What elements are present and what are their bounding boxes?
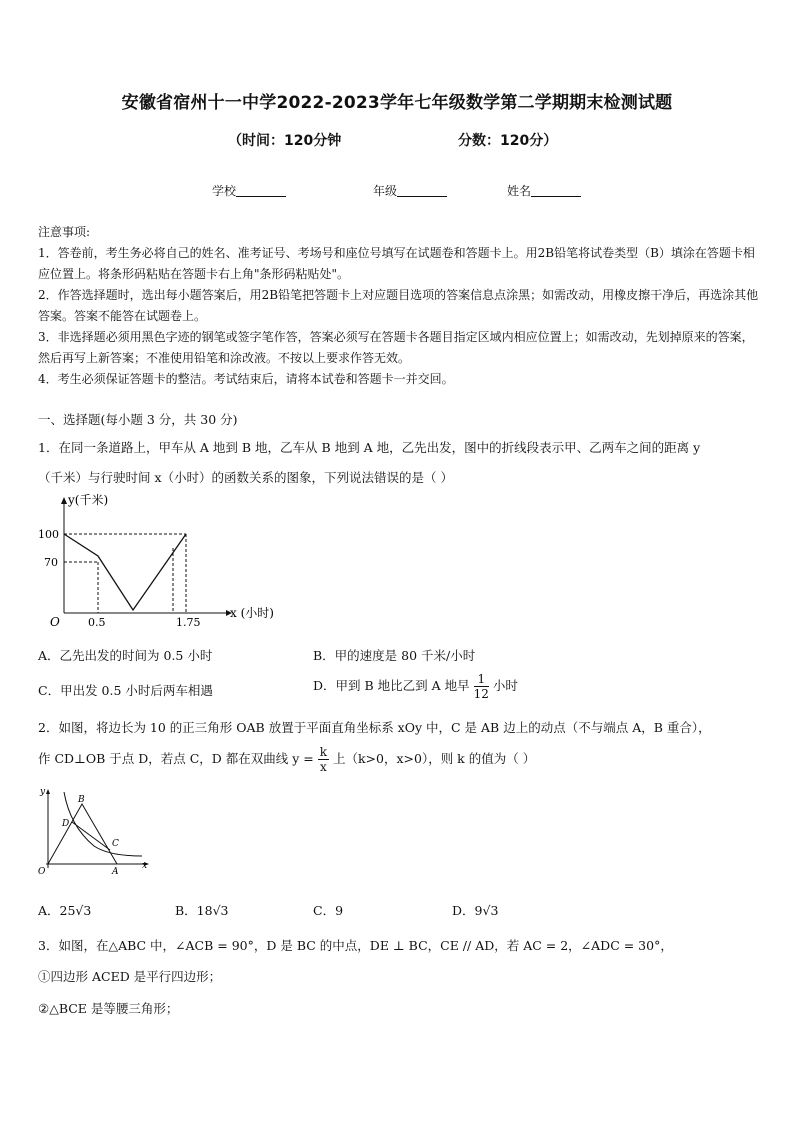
fig-label-c: C (112, 839, 119, 849)
school-blank (236, 184, 286, 197)
q2-option-a: A．25√3 (38, 903, 92, 918)
q2-fraction-denominator: x (319, 760, 327, 774)
q2-fraction (318, 745, 329, 774)
note-item-1: 1．答卷前，考生务必将自己的姓名、准考证号、考场号和座位号填写在试题卷和答题卡上。用2B铅笔将试卷类型（B）填涂在答题卡相应位置上。将条形码粘贴在答题卡右上角"条形码粘贴处"。 (38, 246, 755, 281)
x-axis-label: x (小时) (230, 606, 274, 620)
q2-line-1: 2．如图，将边长为 10 的正三角形 OAB 放置于平面直角坐标系 xOy 中，C 是 AB 边上的动点（不与端点 A，B 重合）， (38, 720, 711, 735)
y-axis-label: y(千米) (68, 493, 109, 507)
q1-option-d-suffix: 小时 (492, 678, 518, 693)
name-label: 姓名 (507, 184, 532, 198)
fraction-numerator: 1 (474, 672, 489, 687)
q1-option-c: C．甲出发 0.5 小时后两车相遇 (38, 683, 213, 698)
x-tick-175: 1.75 (176, 616, 201, 629)
x-tick-05: 0.5 (88, 616, 106, 629)
q2-figure (34, 786, 154, 886)
page-title: 安徽省宿州十一中学2022-2023学年七年级数学第二学期期末检测试题 (121, 93, 673, 113)
name-blank (531, 184, 581, 197)
origin-label: O (50, 615, 60, 629)
grade-label: 年级 (373, 184, 398, 198)
q2-line-2-prefix: 作 CD⊥OB 于点 D，若点 C，D 都在双曲线 y = (38, 751, 314, 766)
y-tick-70: 70 (44, 556, 58, 569)
q1-option-d-fraction (474, 672, 489, 701)
distance-polyline (64, 534, 186, 610)
hyperbola-curve (64, 792, 142, 856)
y-axis-arrow (61, 497, 67, 504)
fig-label-x: x (142, 861, 148, 871)
q2-option-b: B．18√3 (175, 903, 229, 918)
fraction-denominator: 12 (473, 687, 489, 701)
q1-option-d (313, 672, 518, 701)
school-label: 学校 (212, 184, 237, 198)
school-field (212, 182, 286, 199)
fig-label-d: D (62, 819, 70, 829)
grade-blank (397, 184, 447, 197)
q1-line-1: 1．在同一条道路上，甲车从 A 地到 B 地，乙车从 B 地到 A 地，乙先出发，图中的折线段表示甲、乙两车之间的距离 y (38, 440, 701, 455)
q3-statement-2: ②△BCE 是等腰三角形； (38, 1001, 179, 1016)
exam-time: （时间：120分钟 (228, 133, 342, 149)
q1-graph (36, 488, 296, 633)
q2-option-d: D．9√3 (452, 903, 499, 918)
name-field (507, 182, 581, 199)
q2-option-c: C．9 (313, 903, 344, 918)
fig-label-y: y (40, 787, 46, 797)
notes-heading: 注意事项: (38, 225, 91, 239)
q1-option-b: B．甲的速度是 80 千米/小时 (313, 648, 476, 663)
grade-field (373, 182, 447, 199)
q3-statement-1: ①四边形 ACED 是平行四边形； (38, 969, 222, 984)
q2-fraction-numerator: k (319, 745, 327, 759)
y-axis-arrow (46, 789, 50, 794)
note-item-3: 3．非选择题必须用黑色字迹的钢笔或签字笔作答，答案必须写在答题卡各题目指定区域内相应位置上；如需改动，先划掉原来的答案，然后再写上新答案；不准使用铅笔和涂改液。不按以上要求作答无效。 (38, 330, 754, 365)
section-heading: 一、选择题(每小题 3 分，共 30 分) (38, 412, 238, 427)
segment-cd (72, 822, 110, 850)
fig-label-o: O (38, 867, 46, 877)
note-item-4: 4．考生必须保证答题卡的整洁。考试结束后，请将本试卷和答题卡一并交回。 (38, 372, 454, 386)
fig-label-a: A (112, 867, 119, 877)
y-tick-100: 100 (38, 528, 59, 541)
fig-label-b: B (78, 795, 85, 805)
q3-line-1: 3．如图，在△ABC 中，∠ACB = 90°，D 是 BC 的中点，DE ⊥ BC，CE // AD，若 AC = 2，∠ADC = 30°， (38, 938, 673, 953)
note-item-2: 2．作答选择题时，选出每小题答案后，用2B铅笔把答题卡上对应题目选项的答案信息点涂黑；如需改动，用橡皮擦干净后，再选涂其他答案。答案不能答在试题卷上。 (38, 288, 759, 323)
q1-option-a: A．乙先出发的时间为 0.5 小时 (38, 648, 213, 663)
q2-line-2 (38, 745, 535, 774)
exam-score: 分数：120分） (458, 133, 558, 149)
q1-line-2: （千米）与行驶时间 x（小时）的函数关系的图象，下列说法错误的是（ ） (38, 470, 453, 485)
q1-option-d-prefix: D．甲到 B 地比乙到 A 地早 (313, 678, 470, 693)
q2-line-2-suffix: 上（k>0，x>0），则 k 的值为（ ） (332, 751, 536, 766)
